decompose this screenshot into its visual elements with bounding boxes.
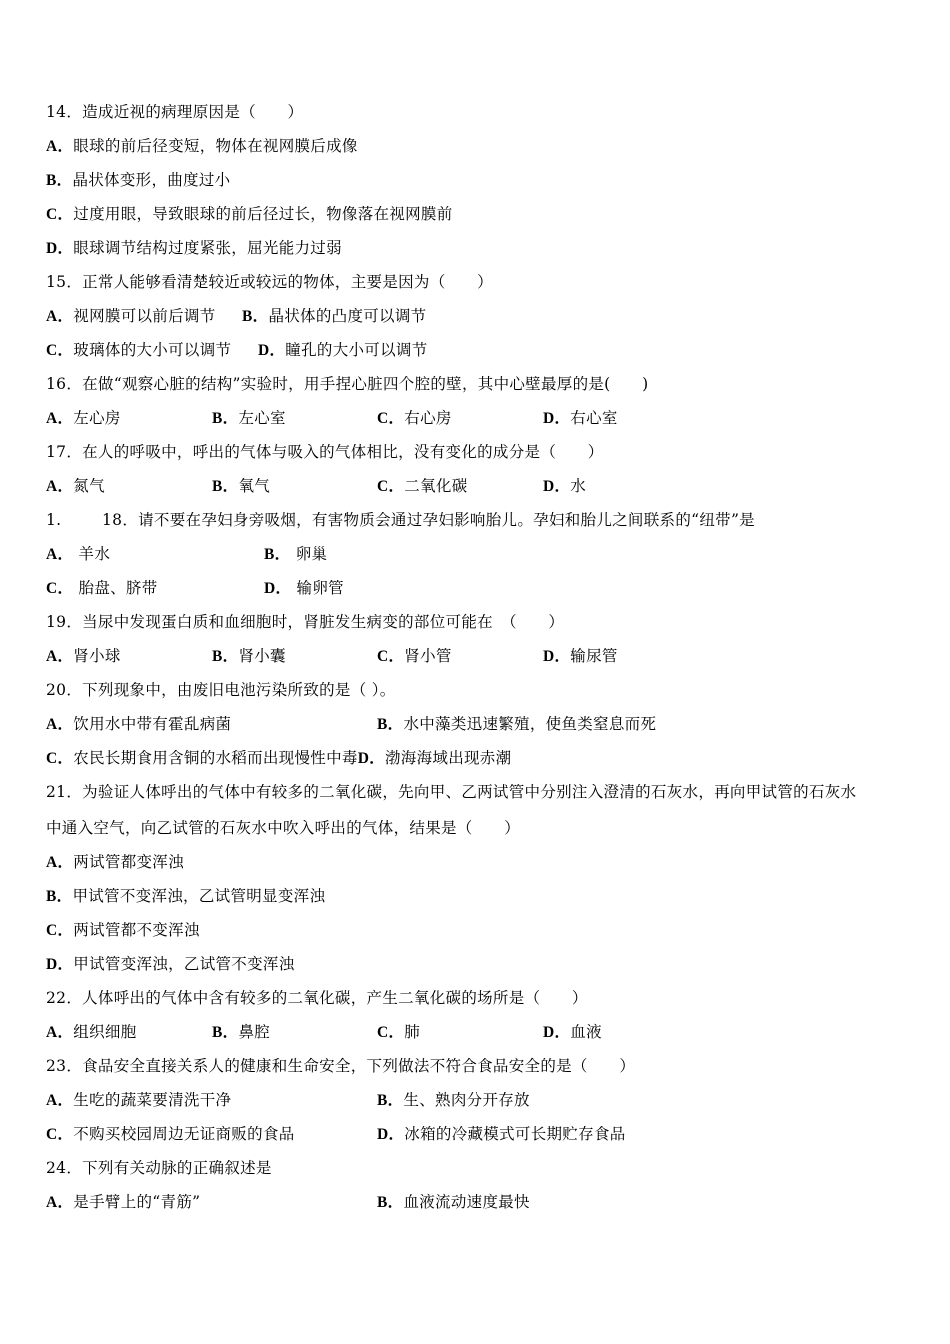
option-label: D． xyxy=(543,648,571,665)
option-text: 甲试管不变浑浊，乙试管明显变浑浊 xyxy=(72,887,326,905)
option-label: C． xyxy=(46,206,74,223)
option-text: 肾小球 xyxy=(73,647,121,665)
option-label: C． xyxy=(377,1024,405,1041)
option-text: 左心房 xyxy=(73,409,121,427)
option-text: 血液 xyxy=(570,1023,602,1041)
option-label: C． xyxy=(377,410,405,427)
question-15-options-cd xyxy=(46,340,428,361)
option-text: 输卵管 xyxy=(296,579,344,597)
option-label: C． xyxy=(377,648,405,665)
question-18-stem xyxy=(46,510,755,530)
option-label: B． xyxy=(377,1194,404,1211)
option-label: C． xyxy=(46,342,74,359)
option-label: C． xyxy=(46,750,74,767)
option-text: 左心室 xyxy=(238,409,286,427)
option-label: A． xyxy=(46,410,74,427)
question-16-stem: 16．在做“观察心脏的结构”实验时，用手捏心脏四个腔的壁，其中心壁最厚的是( ) xyxy=(46,375,649,393)
question-21-option-c xyxy=(46,920,200,941)
question-22-stem: 22．人体呼出的气体中含有较多的二氧化碳，产生二氧化碳的场所是（ ） xyxy=(46,989,588,1007)
option-text: 羊水 xyxy=(78,545,111,563)
option-text: 玻璃体的大小可以调节 xyxy=(73,341,232,359)
question-20-stem: 20．下列现象中，由废旧电池污染所致的是（ ）。 xyxy=(46,681,396,699)
option-text: 胎盘、脐带 xyxy=(78,579,158,597)
question-24-stem: 24．下列有关动脉的正确叙述是 xyxy=(46,1159,272,1177)
option-text: 输尿管 xyxy=(570,647,618,665)
option-label: B． xyxy=(377,1092,404,1109)
option-label: C． xyxy=(46,580,74,597)
option-label: D． xyxy=(543,1024,571,1041)
option-text: 右心室 xyxy=(570,409,618,427)
option-label: D． xyxy=(377,1126,405,1143)
option-text: 肺 xyxy=(404,1023,421,1041)
option-text: 氮气 xyxy=(73,477,105,495)
question-21-option-b xyxy=(46,886,325,907)
option-label: C． xyxy=(46,922,74,939)
question-17-options xyxy=(46,476,587,497)
option-label: D． xyxy=(543,478,571,495)
option-label: A． xyxy=(46,546,74,563)
option-label: A． xyxy=(46,138,74,155)
option-label: C． xyxy=(46,1126,74,1143)
list-number: 1. xyxy=(46,511,62,529)
option-text: 水 xyxy=(570,477,587,495)
option-label: B． xyxy=(212,410,239,427)
option-text: 晶状体变形，曲度过小 xyxy=(72,171,231,189)
option-label: A． xyxy=(46,716,74,733)
option-text: 瞳孔的大小可以调节 xyxy=(285,341,428,359)
option-text: 饮用水中带有霍乱病菌 xyxy=(73,715,232,733)
option-text: 水中藻类迅速繁殖，使鱼类窒息而死 xyxy=(403,715,657,733)
option-label: A． xyxy=(46,1092,74,1109)
question-15-stem: 15．正常人能够看清楚较近或较远的物体，主要是因为（ ） xyxy=(46,273,493,291)
question-21-stem-cont: 中通入空气，向乙试管的石灰水中吹入呼出的气体，结果是（ ） xyxy=(46,819,521,837)
option-label: B． xyxy=(212,1024,239,1041)
option-text: 鼻腔 xyxy=(238,1023,271,1041)
question-19-stem: 19．当尿中发现蛋白质和血细胞时，肾脏发生病变的部位可能在 （ ） xyxy=(46,613,565,631)
question-21-option-a xyxy=(46,852,184,873)
option-text: 不购买校园周边无证商贩的食品 xyxy=(73,1125,295,1143)
option-text: 农民长期食用含铜的水稻而出现慢性中毒 xyxy=(73,749,358,767)
option-label: D． xyxy=(264,580,292,597)
question-18-text: 18．请不要在孕妇身旁吸烟，有害物质会通过孕妇影响胎儿。孕妇和胎儿之间联系的“纽带”是 xyxy=(102,511,755,529)
option-label: B． xyxy=(212,478,239,495)
question-18-options-ab xyxy=(46,544,328,565)
option-label: A． xyxy=(46,1024,74,1041)
option-label: B． xyxy=(377,716,404,733)
option-label: A． xyxy=(46,1194,74,1211)
option-label: B． xyxy=(46,888,73,905)
option-text: 血液流动速度最快 xyxy=(403,1193,530,1211)
option-text: 眼球的前后径变短，物体在视网膜后成像 xyxy=(73,137,358,155)
question-15-options-ab xyxy=(46,306,427,327)
question-16-options xyxy=(46,408,618,429)
question-14-stem: 14．造成近视的病理原因是（ ） xyxy=(46,103,304,121)
option-text: 视网膜可以前后调节 xyxy=(73,307,216,325)
option-text: 生吃的蔬菜要清洗干净 xyxy=(73,1091,232,1109)
option-text: 肾小管 xyxy=(404,647,452,665)
option-text: 右心房 xyxy=(404,409,452,427)
option-label: B． xyxy=(264,546,291,563)
option-label: B． xyxy=(212,648,239,665)
option-text: 氧气 xyxy=(238,477,271,495)
option-label: A． xyxy=(46,854,74,871)
question-18-options-cd xyxy=(46,578,344,599)
question-23-options-cd xyxy=(46,1124,626,1145)
question-23-stem: 23．食品安全直接关系人的健康和生命安全，下列做法不符合食品安全的是（ ） xyxy=(46,1057,636,1075)
option-label: D． xyxy=(357,750,385,767)
option-text: 两试管都不变浑浊 xyxy=(73,921,200,939)
option-label: B． xyxy=(242,308,269,325)
option-label: C． xyxy=(377,478,405,495)
option-text: 甲试管变浑浊，乙试管不变浑浊 xyxy=(73,955,295,973)
option-text: 肾小囊 xyxy=(238,647,286,665)
question-19-options xyxy=(46,646,618,667)
option-label: A． xyxy=(46,308,74,325)
question-21-stem: 21．为验证人体呼出的气体中有较多的二氧化碳，先向甲、乙两试管中分别注入澄清的石灰水，再向甲试管的石灰水 xyxy=(46,783,857,801)
question-24-options-ab xyxy=(46,1192,530,1213)
option-label: D． xyxy=(46,240,74,257)
question-20-options-cd xyxy=(46,748,511,769)
option-text: 渤海海域出现赤潮 xyxy=(385,749,512,767)
option-label: D． xyxy=(46,956,74,973)
question-21-option-d xyxy=(46,954,295,975)
question-14-option-b xyxy=(46,170,230,191)
option-text: 是手臂上的“青筋” xyxy=(73,1193,201,1211)
option-text: 冰箱的冷藏模式可长期贮存食品 xyxy=(404,1125,626,1143)
question-22-options xyxy=(46,1022,602,1043)
question-17-stem: 17．在人的呼吸中，呼出的气体与吸入的气体相比，没有变化的成分是（ ） xyxy=(46,443,604,461)
option-text: 晶状体的凸度可以调节 xyxy=(268,307,427,325)
option-text: 两试管都变浑浊 xyxy=(73,853,184,871)
option-text: 卵巢 xyxy=(295,545,328,563)
option-text: 二氧化碳 xyxy=(404,477,468,495)
question-14-option-d xyxy=(46,238,342,259)
question-23-options-ab xyxy=(46,1090,530,1111)
option-label: B． xyxy=(46,172,73,189)
question-20-options-ab xyxy=(46,714,657,735)
option-text: 组织细胞 xyxy=(73,1023,137,1041)
option-label: A． xyxy=(46,478,74,495)
option-label: A． xyxy=(46,648,74,665)
option-text: 生、熟肉分开存放 xyxy=(403,1091,530,1109)
option-text: 眼球调节结构过度紧张，屈光能力过弱 xyxy=(73,239,342,257)
question-14-option-a xyxy=(46,136,358,157)
option-text: 过度用眼，导致眼球的前后径过长，物像落在视网膜前 xyxy=(73,205,453,223)
option-label: D． xyxy=(258,342,286,359)
question-14-option-c xyxy=(46,204,453,225)
option-label: D． xyxy=(543,410,571,427)
